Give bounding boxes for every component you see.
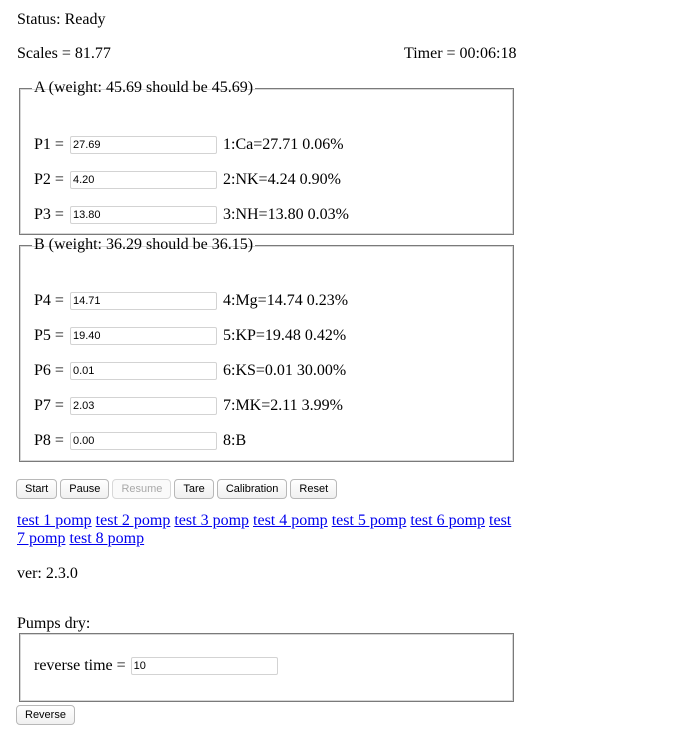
pump-p2-input[interactable] [70,171,217,189]
reverse-time-label: reverse time = [34,657,126,674]
pump-row-p1 [34,135,344,155]
test-pomp-link-4[interactable]: test 4 pomp [253,512,328,529]
tare-button[interactable]: Tare [174,479,213,499]
pump-label: P1 = [34,136,64,153]
pump-result: 2:NK=4.24 0.90% [223,171,341,188]
test-pomp-link-6[interactable]: test 6 pomp [410,512,486,529]
pump-result: 4:Mg=14.74 0.23% [223,292,349,309]
pump-label: P2 = [34,171,64,188]
calibration-button[interactable]: Calibration [217,479,288,499]
pump-p5-input[interactable] [70,327,217,345]
reverse-time-input[interactable] [131,657,278,675]
group-a-legend: A (weight: 45.69 should be 45.69) [34,79,254,96]
test-pomp-link-1[interactable]: test 1 pomp [17,512,92,529]
pump-label: P6 = [34,362,64,379]
test-pomp-link-5[interactable]: test 5 pomp [331,512,407,529]
pause-button[interactable]: Pause [60,479,109,499]
pumps-dry-fieldset [19,633,514,702]
resume-button: Resume [112,479,171,499]
reverse-button[interactable]: Reverse [16,705,75,725]
pump-p8-input[interactable] [70,432,217,450]
status-text: Status: Ready [17,11,106,28]
test-links [17,512,517,548]
group-a-fieldset [19,79,514,235]
test-pomp-link-3[interactable]: test 3 pomp [174,512,250,529]
pump-row-p2 [34,170,341,190]
pump-p6-input[interactable] [70,362,217,380]
pump-result: 6:KS=0.01 30.00% [223,362,347,379]
pumps-dry-title: Pumps dry: [17,615,91,632]
pump-result: 8:B [223,432,247,449]
pump-result: 1:Ca=27.71 0.06% [223,136,344,153]
pump-label: P4 = [34,292,64,309]
pump-row-p4 [34,291,348,311]
timer-readout: Timer = 00:06:18 [404,45,517,62]
pump-result: 5:KP=19.48 0.42% [223,327,347,344]
pump-label: P3 = [34,206,64,223]
pump-p7-input[interactable] [70,397,217,415]
group-b-fieldset [19,236,514,462]
pump-p1-input[interactable] [70,136,217,154]
reverse-time-row [34,656,278,676]
start-button[interactable]: Start [16,479,57,499]
pump-result: 7:MK=2.11 3.99% [223,397,343,414]
pump-label: P8 = [34,432,64,449]
pump-row-p8 [34,431,246,451]
pump-p3-input[interactable] [70,206,217,224]
pump-label: P5 = [34,327,64,344]
reverse-toolbar [16,705,75,725]
scales-readout: Scales = 81.77 [17,45,111,62]
group-b-legend: B (weight: 36.29 should be 36.15) [34,236,254,253]
pump-result: 3:NH=13.80 0.03% [223,206,349,223]
pump-label: P7 = [34,397,64,414]
control-toolbar [16,479,337,499]
test-pomp-link-8[interactable]: test 8 pomp [69,530,145,547]
pump-row-p6 [34,361,346,381]
pump-p4-input[interactable] [70,292,217,310]
version-text: ver: 2.3.0 [17,565,78,582]
test-pomp-link-7[interactable]: test 7 pomp [17,512,512,547]
pump-row-p7 [34,396,343,416]
test-pomp-link-2[interactable]: test 2 pomp [95,512,171,529]
pump-row-p3 [34,205,349,225]
reset-button[interactable]: Reset [290,479,337,499]
pump-row-p5 [34,326,346,346]
